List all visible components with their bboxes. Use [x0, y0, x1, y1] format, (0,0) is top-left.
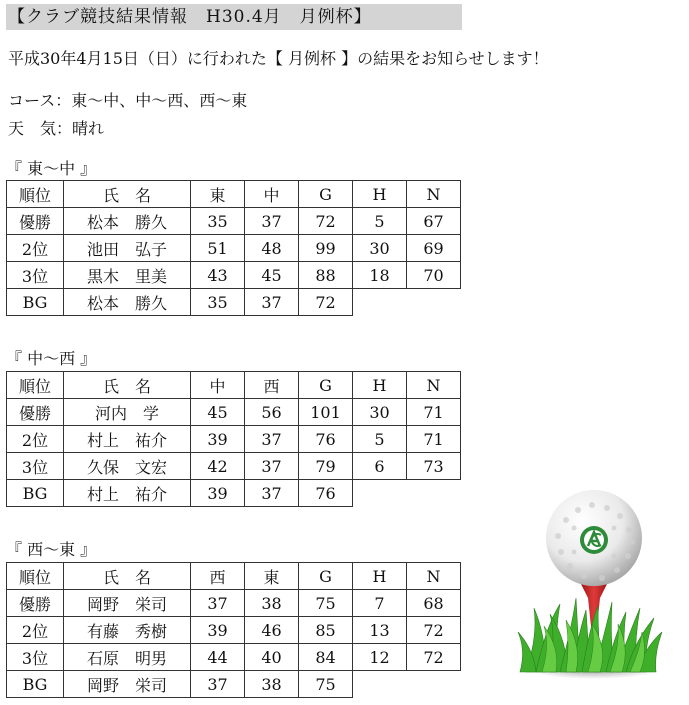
header-gross: G	[299, 563, 353, 590]
cell-net: 67	[407, 208, 461, 235]
cell-handicap: 18	[353, 262, 407, 289]
header-handicap: H	[353, 563, 407, 590]
cell-out: 51	[191, 235, 245, 262]
cell-gross: 76	[299, 426, 353, 453]
cell-in: 37	[245, 426, 299, 453]
cell-name: 有藤 秀樹	[64, 617, 191, 644]
cell-in: 45	[245, 262, 299, 289]
table-row-best-gross	[7, 289, 461, 316]
results-table-higashi-naka	[6, 180, 461, 316]
cell-gross: 79	[299, 453, 353, 480]
intro-text: 平成30年4月15日（日）に行われた【 月例杯 】の結果をお知らせします！	[8, 49, 549, 68]
header-net: N	[407, 563, 461, 590]
section-title-naka-nishi: 『 中〜西 』	[6, 349, 97, 368]
course-line	[8, 88, 247, 111]
cell-gross: 76	[299, 480, 353, 507]
cell-gross: 75	[299, 671, 353, 698]
weather-line	[8, 116, 104, 139]
cell-rank: 2位	[7, 235, 64, 262]
cell-gross: 84	[299, 644, 353, 671]
table-row	[7, 208, 461, 235]
header-out: 西	[191, 563, 245, 590]
cell-handicap: 30	[353, 235, 407, 262]
header-name: 氏 名	[64, 372, 191, 399]
cell-name: 岡野 栄司	[64, 590, 191, 617]
cell-in: 38	[245, 590, 299, 617]
cell-net: 72	[407, 617, 461, 644]
cell-net: 73	[407, 453, 461, 480]
cell-net: 72	[407, 644, 461, 671]
header-in: 中	[245, 181, 299, 208]
header-net: N	[407, 181, 461, 208]
cell-rank: 3位	[7, 262, 64, 289]
cell-out: 37	[191, 590, 245, 617]
cell-rank: 3位	[7, 644, 64, 671]
cell-gross: 99	[299, 235, 353, 262]
header-name: 氏 名	[64, 181, 191, 208]
cell-out: 42	[191, 453, 245, 480]
header-gross: G	[299, 181, 353, 208]
header-handicap: H	[353, 372, 407, 399]
cell-in: 37	[245, 208, 299, 235]
cell-rank: BG	[7, 289, 64, 316]
table-header-row	[7, 372, 461, 399]
section-title-nishi-higashi: 『 西〜東 』	[6, 540, 97, 559]
cell-name: 岡野 栄司	[64, 671, 191, 698]
cell-empty	[353, 671, 407, 698]
table-header-row	[7, 563, 461, 590]
weather-label: 天 気：	[8, 119, 73, 138]
table-row	[7, 453, 461, 480]
golf-ball-on-tee-icon	[516, 486, 666, 681]
header-rank: 順位	[7, 563, 64, 590]
results-table-naka-nishi	[6, 371, 461, 507]
cell-gross: 85	[299, 617, 353, 644]
cell-gross: 72	[299, 289, 353, 316]
cell-net: 70	[407, 262, 461, 289]
cell-out: 35	[191, 208, 245, 235]
table-row	[7, 590, 461, 617]
cell-rank: 2位	[7, 617, 64, 644]
cell-out: 43	[191, 262, 245, 289]
table-row	[7, 426, 461, 453]
cell-name: 黒木 里美	[64, 262, 191, 289]
cell-empty	[407, 671, 461, 698]
page-title: 【クラブ競技結果情報 H30.4月 月例杯】	[6, 4, 462, 30]
cell-handicap: 5	[353, 208, 407, 235]
header-gross: G	[299, 372, 353, 399]
cell-out: 45	[191, 399, 245, 426]
cell-net: 71	[407, 399, 461, 426]
header-name: 氏 名	[64, 563, 191, 590]
cell-name: 河内 学	[64, 399, 191, 426]
cell-empty	[407, 480, 461, 507]
header-rank: 順位	[7, 181, 64, 208]
cell-name: 村上 祐介	[64, 480, 191, 507]
cell-gross: 72	[299, 208, 353, 235]
cell-rank: 優勝	[7, 208, 64, 235]
table-row	[7, 644, 461, 671]
cell-rank: 2位	[7, 426, 64, 453]
cell-gross: 101	[299, 399, 353, 426]
cell-net: 69	[407, 235, 461, 262]
cell-name: 村上 祐介	[64, 426, 191, 453]
header-out: 中	[191, 372, 245, 399]
cell-name: 石原 明男	[64, 644, 191, 671]
header-net: N	[407, 372, 461, 399]
cell-handicap: 5	[353, 426, 407, 453]
cell-rank: 優勝	[7, 590, 64, 617]
cell-out: 39	[191, 426, 245, 453]
cell-in: 56	[245, 399, 299, 426]
cell-in: 40	[245, 644, 299, 671]
table-row-best-gross	[7, 671, 461, 698]
header-rank: 順位	[7, 372, 64, 399]
cell-net: 71	[407, 426, 461, 453]
cell-handicap: 12	[353, 644, 407, 671]
table-row	[7, 262, 461, 289]
cell-out: 39	[191, 480, 245, 507]
header-handicap: H	[353, 181, 407, 208]
cell-name: 久保 文宏	[64, 453, 191, 480]
cell-in: 48	[245, 235, 299, 262]
cell-gross: 75	[299, 590, 353, 617]
results-table-nishi-higashi	[6, 562, 461, 698]
table-row	[7, 399, 461, 426]
cell-rank: 優勝	[7, 399, 64, 426]
cell-in: 38	[245, 671, 299, 698]
cell-in: 37	[245, 453, 299, 480]
cell-in: 37	[245, 289, 299, 316]
cell-out: 44	[191, 644, 245, 671]
header-out: 東	[191, 181, 245, 208]
cell-rank: BG	[7, 480, 64, 507]
cell-name: 松本 勝久	[64, 208, 191, 235]
club-logo-icon	[580, 526, 608, 554]
cell-out: 37	[191, 671, 245, 698]
weather-value: 晴れ	[72, 119, 105, 138]
header-in: 西	[245, 372, 299, 399]
cell-in: 46	[245, 617, 299, 644]
cell-out: 39	[191, 617, 245, 644]
cell-name: 池田 弘子	[64, 235, 191, 262]
cell-empty	[353, 289, 407, 316]
cell-net: 68	[407, 590, 461, 617]
header-in: 東	[245, 563, 299, 590]
cell-out: 35	[191, 289, 245, 316]
cell-handicap: 13	[353, 617, 407, 644]
cell-rank: 3位	[7, 453, 64, 480]
cell-empty	[353, 480, 407, 507]
course-label: コース：	[8, 91, 72, 110]
cell-handicap: 30	[353, 399, 407, 426]
cell-rank: BG	[7, 671, 64, 698]
section-title-higashi-naka: 『 東〜中 』	[6, 159, 97, 178]
course-value: 東〜中、中〜西、西〜東	[71, 91, 248, 110]
cell-in: 37	[245, 480, 299, 507]
cell-handicap: 6	[353, 453, 407, 480]
cell-name: 松本 勝久	[64, 289, 191, 316]
table-row-best-gross	[7, 480, 461, 507]
table-row	[7, 235, 461, 262]
table-row	[7, 617, 461, 644]
cell-gross: 88	[299, 262, 353, 289]
table-header-row	[7, 181, 461, 208]
cell-empty	[407, 289, 461, 316]
cell-handicap: 7	[353, 590, 407, 617]
